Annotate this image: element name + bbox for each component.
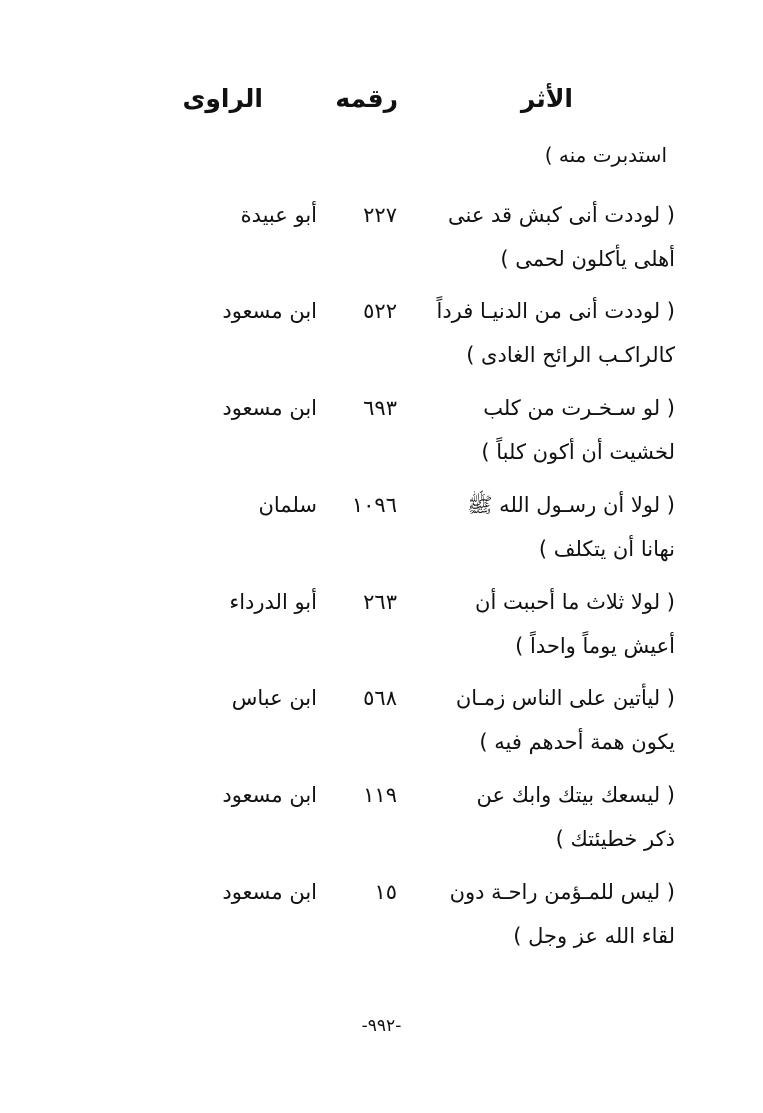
entry-text-line1: ( لوددت أنى كبش قد عنى	[447, 203, 675, 227]
entry-number: ٥٢٢	[363, 299, 397, 323]
entry-number: ٢٢٧	[363, 203, 397, 227]
entry-number: ٥٦٨	[363, 686, 397, 710]
entry-text-line2: نهانا أن يتكلف )	[538, 537, 675, 561]
entry-row	[0, 587, 763, 677]
entry-number: ١١٩	[363, 783, 397, 807]
entry-row	[0, 296, 763, 386]
entry-text-line1: ( ليس للمـؤمن راحـة دون	[449, 880, 675, 904]
entry-row	[0, 683, 763, 773]
entry-text-line2: يكون همة أحدهم فيه )	[479, 730, 675, 754]
entry-text-line2: ذكر خطيئتك )	[555, 827, 675, 851]
entry-narrator: ابن مسعود	[222, 396, 317, 420]
entry-number: ١٥	[374, 880, 397, 904]
entry-narrator: سلمان	[258, 493, 317, 517]
header-rawi: الراوى	[182, 84, 263, 113]
entry-narrator: ابن مسعود	[222, 880, 317, 904]
table-header	[0, 84, 763, 124]
entry-number: ٦٩٣	[363, 396, 397, 420]
continuation-line: استدبرت منه )	[544, 143, 667, 167]
entry-text-line2: كالراكـب الرائح الغادى )	[466, 343, 675, 367]
entry-text-line1: ( لولا ثلاث ما أحببت أن	[475, 590, 675, 614]
entry-row	[0, 877, 763, 967]
entry-narrator: ابن مسعود	[222, 299, 317, 323]
entry-row	[0, 490, 763, 580]
entry-narrator: ابن عباس	[231, 686, 317, 710]
entry-number: ١٠٩٦	[351, 493, 397, 517]
entry-text-line2: أعيش يوماً واحداً )	[515, 634, 675, 658]
entry-text-line1: ( ليأتين على الناس زمـان	[455, 686, 675, 710]
entry-text-line2: لخشيت أن أكون كلباً )	[481, 440, 675, 464]
page-number: -٩٩٢-	[361, 1016, 402, 1036]
entry-narrator: أبو عبيدة	[240, 203, 317, 227]
entry-narrator: ابن مسعود	[222, 783, 317, 807]
entry-narrator: أبو الدرداء	[229, 590, 317, 614]
entry-row	[0, 780, 763, 870]
entry-text-line1: ( لو سـخـرت من كلب	[483, 396, 675, 420]
entry-text-line1: ( لوددت أنى من الدنيـا فرداً	[436, 299, 675, 323]
entry-text-line1: ( لولا أن رسـول الله ﷺ	[467, 493, 675, 517]
entry-row	[0, 200, 763, 290]
entry-row	[0, 393, 763, 483]
entry-text-line2: أهلى يأكلون لحمى )	[500, 247, 675, 271]
header-raqm: رقمه	[335, 84, 398, 113]
entry-text-line1: ( ليسعك بيتك وابك عن	[476, 783, 675, 807]
entry-text-line2: لقاء الله عز وجل )	[513, 924, 675, 948]
header-athar: الأثر	[520, 84, 573, 113]
entry-number: ٢٦٣	[363, 590, 397, 614]
